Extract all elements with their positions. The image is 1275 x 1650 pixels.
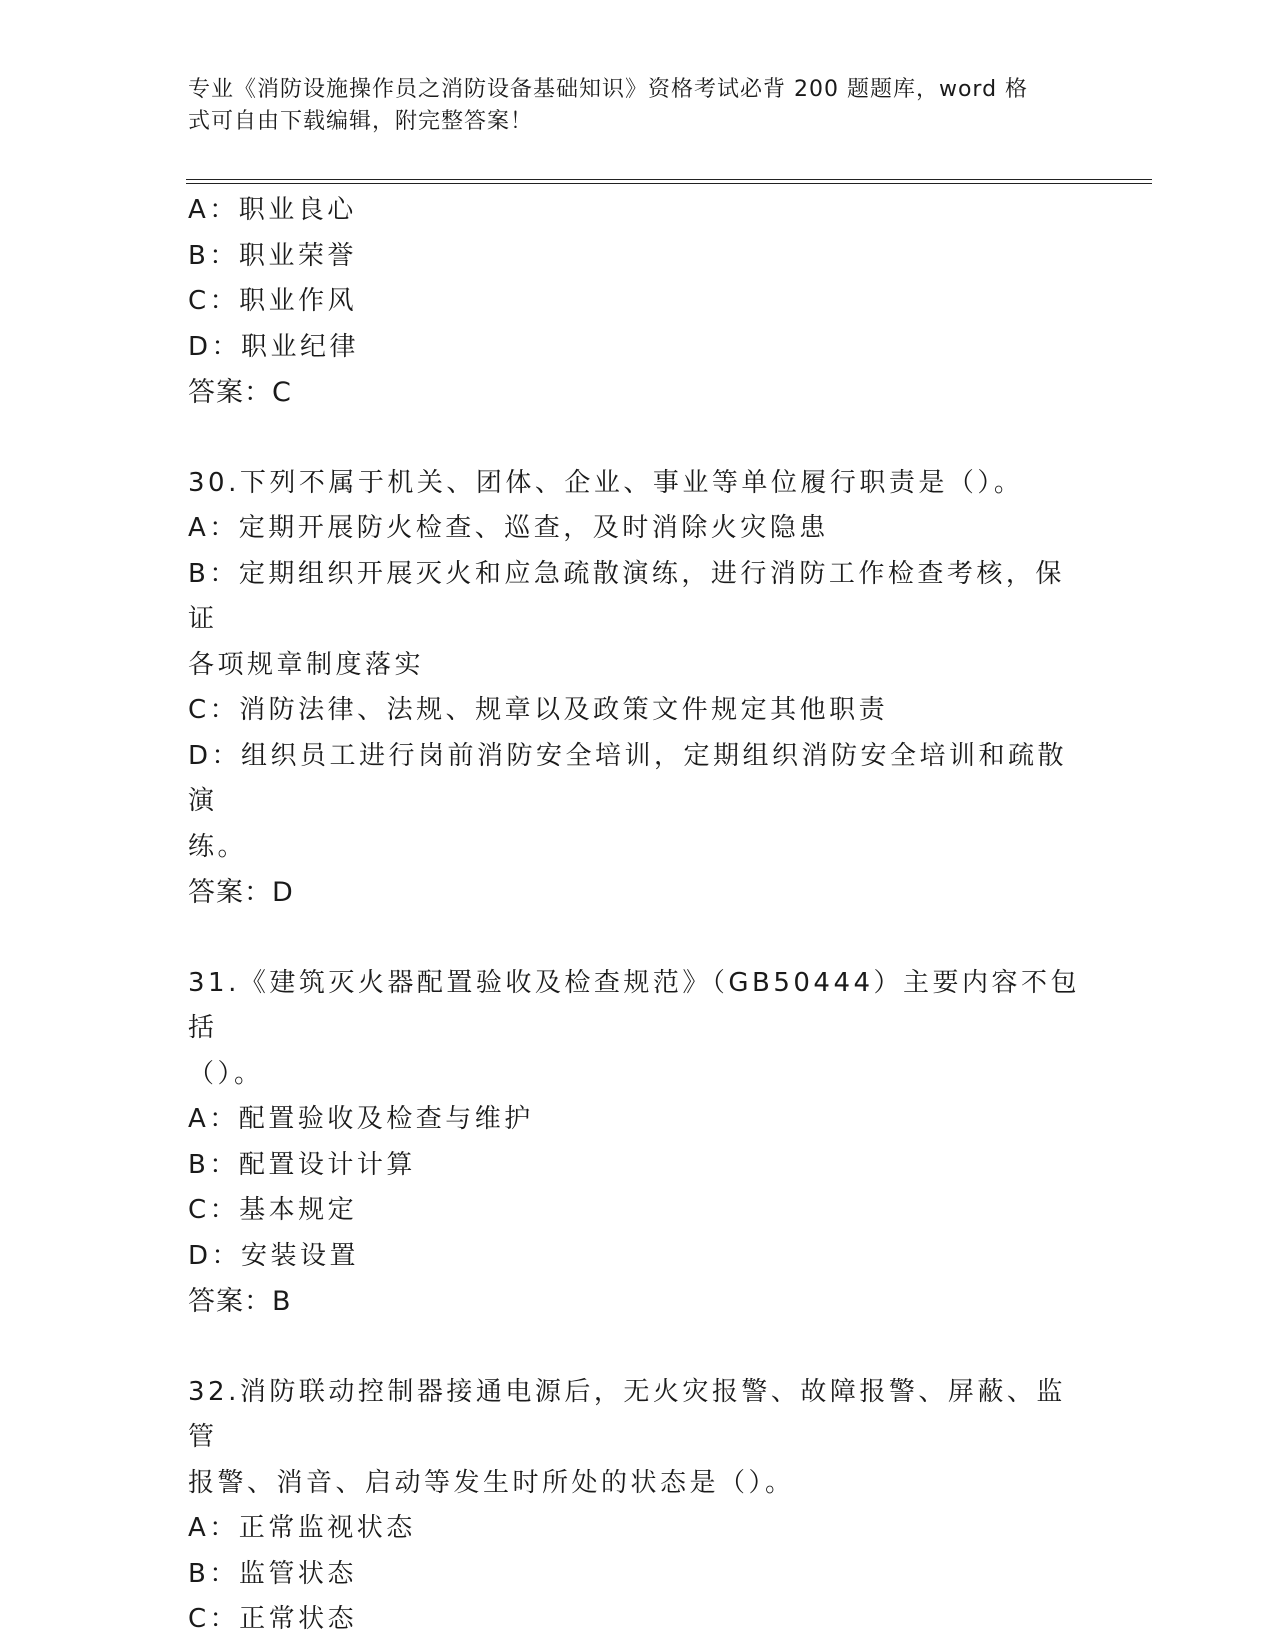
q31-stem-line-2: （）。 (188, 1058, 264, 1089)
q32-option-c: C：正常状态 (188, 1604, 358, 1634)
q29-answer: 答案：C (188, 377, 292, 408)
q30-answer: 答案：D (188, 877, 294, 908)
question-list (188, 188, 1088, 1643)
header-title-line-2: 式可自由下载编辑，附完整答案！ (188, 109, 534, 134)
spacer (188, 1325, 1088, 1370)
q30-option-b-line-2: 各项规章制度落实 (188, 649, 425, 680)
header-divider-top (186, 179, 1152, 180)
spacer (188, 416, 1088, 461)
q30-option-d-line-1: D：组织员工进行岗前消防安全培训，定期组织消防安全培训和疏散演 (188, 740, 1068, 816)
spacer (188, 916, 1088, 961)
q31-answer: 答案：B (188, 1286, 292, 1317)
q30-option-c: C：消防法律、法规、规章以及政策文件规定其他职责 (188, 695, 889, 725)
q31-stem-line-1: 31.《建筑灭火器配置验收及检查规范》（GB50444）主要内容不包括 (188, 967, 1081, 1043)
question-29 (188, 188, 1088, 416)
q31-option-a: A：配置验收及检查与维护 (188, 1104, 534, 1134)
q30-option-b-line-1: B：定期组织开展灭火和应急疏散演练，进行消防工作检查考核，保证 (188, 558, 1065, 634)
question-30 (188, 461, 1088, 916)
document-header (188, 74, 1068, 138)
question-32 (188, 1370, 1088, 1643)
q32-stem-line-1: 32.消防联动控制器接通电源后，无火灾报警、故障报警、屏蔽、监管 (188, 1376, 1066, 1452)
q31-option-c: C：基本规定 (188, 1195, 358, 1225)
q32-option-a: A：正常监视状态 (188, 1513, 416, 1543)
q29-option-b: B：职业荣誉 (188, 240, 357, 271)
header-title-line-1: 专业《消防设施操作员之消防设备基础知识》资格考试必背 200 题题库，word 格 (188, 77, 1029, 102)
q31-option-b: B：配置设计计算 (188, 1149, 416, 1180)
q32-option-b: B：监管状态 (188, 1558, 357, 1589)
q32-stem-line-2: 报警、消音、启动等发生时所处的状态是（）。 (188, 1467, 795, 1498)
q30-stem: 30.下列不属于机关、团体、企业、事业等单位履行职责是（）。 (188, 467, 1024, 498)
q30-option-d-line-2: 练。 (188, 831, 248, 862)
q29-option-c: C：职业作风 (188, 286, 358, 316)
q29-option-d: D：职业纪律 (188, 331, 360, 362)
question-31 (188, 961, 1088, 1325)
q31-option-d: D：安装设置 (188, 1240, 360, 1271)
header-divider-bottom (186, 183, 1152, 184)
q29-option-a: A：职业良心 (188, 195, 357, 225)
q30-option-a: A：定期开展防火检查、巡查，及时消除火灾隐患 (188, 513, 829, 543)
